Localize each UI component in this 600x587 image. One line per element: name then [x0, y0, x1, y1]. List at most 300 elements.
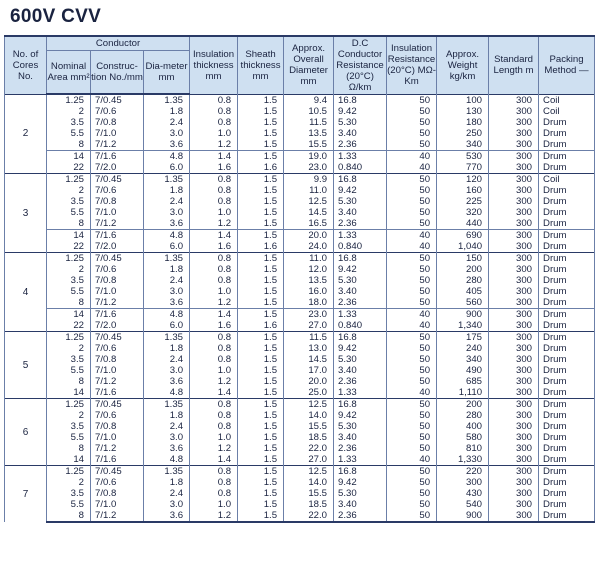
cell-standard-length: 300 [489, 387, 539, 399]
header-cores: No. of Cores No. [5, 36, 47, 94]
cell-overall-diameter: 17.0 [284, 365, 334, 376]
cell-standard-length: 300 [489, 309, 539, 321]
cell-insulation-resistance: 50 [387, 343, 437, 354]
cell-dc-resistance: 9.42 [334, 185, 387, 196]
cell-diameter: 3.0 [144, 128, 190, 139]
table-row [5, 332, 595, 344]
cell-weight: 900 [437, 510, 489, 522]
cell-weight: 430 [437, 488, 489, 499]
cell-dc-resistance: 3.40 [334, 432, 387, 443]
cell-insulation-thickness: 1.0 [190, 286, 238, 297]
cell-construction: 7/1.6 [91, 454, 144, 466]
cell-dc-resistance: 5.30 [334, 275, 387, 286]
cell-insulation-resistance: 50 [387, 185, 437, 196]
header-conductor: Conductor [47, 36, 190, 51]
cell-sheath-thickness: 1.5 [238, 443, 284, 454]
cell-diameter: 2.4 [144, 354, 190, 365]
cell-diameter: 1.8 [144, 477, 190, 488]
cell-diameter: 1.35 [144, 253, 190, 265]
cell-nominal-area: 5.5 [47, 286, 91, 297]
cell-insulation-resistance: 50 [387, 297, 437, 309]
cell-weight: 200 [437, 399, 489, 411]
table-header [5, 36, 595, 94]
cell-sheath-thickness: 1.5 [238, 253, 284, 265]
cell-construction: 7/0.6 [91, 343, 144, 354]
cell-overall-diameter: 20.0 [284, 376, 334, 387]
cell-diameter: 2.4 [144, 421, 190, 432]
cell-construction: 7/1.0 [91, 128, 144, 139]
cell-weight: 250 [437, 128, 489, 139]
cell-sheath-thickness: 1.5 [238, 185, 284, 196]
cell-sheath-thickness: 1.5 [238, 174, 284, 186]
cell-packing: Drum [539, 117, 595, 128]
cell-standard-length: 300 [489, 454, 539, 466]
cell-insulation-resistance: 50 [387, 488, 437, 499]
cell-construction: 7/1.2 [91, 218, 144, 230]
cable-spec-table [4, 35, 595, 523]
cell-diameter: 3.6 [144, 376, 190, 387]
cell-weight: 490 [437, 365, 489, 376]
cell-packing: Drum [539, 466, 595, 478]
cell-insulation-thickness: 1.6 [190, 162, 238, 174]
cell-nominal-area: 8 [47, 139, 91, 151]
cell-standard-length: 300 [489, 218, 539, 230]
cell-dc-resistance: 16.8 [334, 332, 387, 344]
cell-insulation-thickness: 1.4 [190, 151, 238, 163]
cell-insulation-thickness: 0.8 [190, 410, 238, 421]
cell-dc-resistance: 2.36 [334, 218, 387, 230]
cell-overall-diameter: 13.0 [284, 343, 334, 354]
cell-packing: Drum [539, 477, 595, 488]
cell-standard-length: 300 [489, 241, 539, 253]
table-row [5, 488, 595, 499]
cell-insulation-thickness: 0.8 [190, 354, 238, 365]
cell-insulation-thickness: 0.8 [190, 477, 238, 488]
cell-sheath-thickness: 1.5 [238, 376, 284, 387]
cell-nominal-area: 1.25 [47, 253, 91, 265]
cell-construction: 7/2.0 [91, 241, 144, 253]
cell-nominal-area: 3.5 [47, 196, 91, 207]
cell-overall-diameter: 19.0 [284, 151, 334, 163]
header-sheath-thickness: Sheath thickness mm [238, 36, 284, 94]
cell-overall-diameter: 27.0 [284, 320, 334, 332]
cell-overall-diameter: 9.9 [284, 174, 334, 186]
cell-standard-length: 300 [489, 510, 539, 522]
cell-insulation-thickness: 0.8 [190, 275, 238, 286]
cell-standard-length: 300 [489, 343, 539, 354]
cell-construction: 7/0.8 [91, 117, 144, 128]
cell-standard-length: 300 [489, 410, 539, 421]
header-nominal-area: Nominal Area mm² [47, 51, 91, 95]
cell-dc-resistance: 9.42 [334, 343, 387, 354]
cell-diameter: 6.0 [144, 320, 190, 332]
cell-overall-diameter: 20.0 [284, 230, 334, 242]
table-row [5, 421, 595, 432]
cell-diameter: 3.0 [144, 499, 190, 510]
cell-diameter: 3.6 [144, 510, 190, 522]
cell-overall-diameter: 27.0 [284, 454, 334, 466]
cell-insulation-thickness: 1.4 [190, 454, 238, 466]
cell-sheath-thickness: 1.5 [238, 264, 284, 275]
cell-weight: 1,330 [437, 454, 489, 466]
cell-overall-diameter: 11.5 [284, 332, 334, 344]
cell-overall-diameter: 11.0 [284, 185, 334, 196]
cell-construction: 7/0.45 [91, 399, 144, 411]
table-row [5, 365, 595, 376]
cell-sheath-thickness: 1.5 [238, 499, 284, 510]
cell-insulation-resistance: 50 [387, 139, 437, 151]
cell-overall-diameter: 15.5 [284, 488, 334, 499]
cell-overall-diameter: 13.5 [284, 275, 334, 286]
cell-packing: Drum [539, 309, 595, 321]
cell-overall-diameter: 16.0 [284, 286, 334, 297]
cell-nominal-area: 8 [47, 443, 91, 454]
cell-sheath-thickness: 1.5 [238, 421, 284, 432]
cell-dc-resistance: 5.30 [334, 117, 387, 128]
table-row [5, 510, 595, 522]
cell-insulation-thickness: 1.0 [190, 207, 238, 218]
cell-overall-diameter: 11.0 [284, 253, 334, 265]
cell-standard-length: 300 [489, 432, 539, 443]
cell-insulation-thickness: 0.8 [190, 94, 238, 106]
cell-insulation-resistance: 50 [387, 510, 437, 522]
cell-sheath-thickness: 1.5 [238, 139, 284, 151]
cell-construction: 7/0.8 [91, 421, 144, 432]
cell-standard-length: 300 [489, 106, 539, 117]
cell-insulation-resistance: 50 [387, 421, 437, 432]
cell-weight: 225 [437, 196, 489, 207]
cell-construction: 7/2.0 [91, 162, 144, 174]
cell-packing: Drum [539, 387, 595, 399]
cell-insulation-thickness: 0.8 [190, 421, 238, 432]
cell-nominal-area: 14 [47, 454, 91, 466]
cell-diameter: 4.8 [144, 309, 190, 321]
cell-weight: 1,340 [437, 320, 489, 332]
cell-construction: 7/1.0 [91, 499, 144, 510]
cell-construction: 7/0.6 [91, 410, 144, 421]
cell-overall-diameter: 22.0 [284, 510, 334, 522]
cell-weight: 405 [437, 286, 489, 297]
table-row [5, 117, 595, 128]
cell-standard-length: 300 [489, 399, 539, 411]
cell-weight: 340 [437, 354, 489, 365]
cell-standard-length: 300 [489, 286, 539, 297]
cell-weight: 580 [437, 432, 489, 443]
cell-standard-length: 300 [489, 196, 539, 207]
cell-nominal-area: 8 [47, 218, 91, 230]
cell-nominal-area: 2 [47, 410, 91, 421]
header-weight: Approx. Weight kg/km [437, 36, 489, 94]
cell-weight: 770 [437, 162, 489, 174]
cell-insulation-resistance: 50 [387, 94, 437, 106]
cell-insulation-resistance: 50 [387, 332, 437, 344]
cell-insulation-resistance: 50 [387, 365, 437, 376]
cell-insulation-thickness: 0.8 [190, 399, 238, 411]
cell-dc-resistance: 9.42 [334, 106, 387, 117]
cell-diameter: 3.0 [144, 207, 190, 218]
header-standard-length: Standard Length m [489, 36, 539, 94]
cell-dc-resistance: 0.840 [334, 162, 387, 174]
cell-insulation-thickness: 1.2 [190, 218, 238, 230]
cell-construction: 7/0.45 [91, 174, 144, 186]
cell-diameter: 1.35 [144, 332, 190, 344]
cell-standard-length: 300 [489, 185, 539, 196]
cell-diameter: 2.4 [144, 117, 190, 128]
cell-sheath-thickness: 1.5 [238, 218, 284, 230]
cell-packing: Drum [539, 185, 595, 196]
cell-packing: Drum [539, 510, 595, 522]
cell-nominal-area: 22 [47, 320, 91, 332]
cell-nominal-area: 1.25 [47, 399, 91, 411]
cell-sheath-thickness: 1.5 [238, 207, 284, 218]
cell-overall-diameter: 18.0 [284, 297, 334, 309]
cell-packing: Drum [539, 365, 595, 376]
cell-insulation-resistance: 50 [387, 128, 437, 139]
cell-sheath-thickness: 1.5 [238, 387, 284, 399]
cell-nominal-area: 1.25 [47, 174, 91, 186]
cell-nominal-area: 5.5 [47, 499, 91, 510]
cell-dc-resistance: 2.36 [334, 510, 387, 522]
cell-standard-length: 300 [489, 174, 539, 186]
cell-standard-length: 300 [489, 488, 539, 499]
table-row [5, 241, 595, 253]
cell-insulation-thickness: 0.8 [190, 174, 238, 186]
cell-standard-length: 300 [489, 477, 539, 488]
cell-insulation-resistance: 50 [387, 196, 437, 207]
cell-nominal-area: 3.5 [47, 275, 91, 286]
cell-dc-resistance: 1.33 [334, 230, 387, 242]
cell-overall-diameter: 14.0 [284, 477, 334, 488]
cell-construction: 7/0.6 [91, 106, 144, 117]
cell-insulation-resistance: 50 [387, 376, 437, 387]
cell-weight: 685 [437, 376, 489, 387]
cell-insulation-resistance: 50 [387, 253, 437, 265]
table-row [5, 410, 595, 421]
cell-nominal-area: 2 [47, 106, 91, 117]
cell-packing: Drum [539, 207, 595, 218]
cell-dc-resistance: 3.40 [334, 286, 387, 297]
cell-insulation-resistance: 50 [387, 218, 437, 230]
table-row [5, 218, 595, 230]
table-row [5, 151, 595, 163]
cell-construction: 7/0.8 [91, 488, 144, 499]
cell-weight: 1,110 [437, 387, 489, 399]
cell-insulation-resistance: 50 [387, 264, 437, 275]
cell-insulation-resistance: 50 [387, 477, 437, 488]
cell-weight: 220 [437, 466, 489, 478]
cell-insulation-resistance: 40 [387, 309, 437, 321]
cell-insulation-thickness: 0.8 [190, 264, 238, 275]
cell-diameter: 2.4 [144, 196, 190, 207]
cell-standard-length: 300 [489, 320, 539, 332]
cell-diameter: 2.4 [144, 488, 190, 499]
cell-nominal-area: 2 [47, 343, 91, 354]
cell-overall-diameter: 23.0 [284, 309, 334, 321]
cell-cores: 3 [5, 174, 47, 253]
cell-dc-resistance: 3.40 [334, 207, 387, 218]
cell-insulation-resistance: 40 [387, 230, 437, 242]
cell-diameter: 3.6 [144, 297, 190, 309]
cell-weight: 810 [437, 443, 489, 454]
cell-packing: Drum [539, 139, 595, 151]
cell-insulation-resistance: 50 [387, 410, 437, 421]
cell-dc-resistance: 3.40 [334, 499, 387, 510]
cell-weight: 900 [437, 309, 489, 321]
cell-insulation-thickness: 0.8 [190, 488, 238, 499]
cell-insulation-thickness: 0.8 [190, 343, 238, 354]
cell-packing: Drum [539, 399, 595, 411]
cell-packing: Drum [539, 151, 595, 163]
cell-packing: Drum [539, 253, 595, 265]
cell-packing: Drum [539, 264, 595, 275]
cell-dc-resistance: 1.33 [334, 309, 387, 321]
cell-diameter: 1.35 [144, 399, 190, 411]
cell-overall-diameter: 12.5 [284, 466, 334, 478]
cell-construction: 7/1.2 [91, 139, 144, 151]
cell-dc-resistance: 5.30 [334, 196, 387, 207]
table-row [5, 309, 595, 321]
cell-diameter: 3.6 [144, 218, 190, 230]
cell-construction: 7/0.45 [91, 253, 144, 265]
cell-overall-diameter: 15.5 [284, 421, 334, 432]
cell-weight: 690 [437, 230, 489, 242]
cell-nominal-area: 5.5 [47, 365, 91, 376]
cell-overall-diameter: 10.5 [284, 106, 334, 117]
cell-insulation-thickness: 0.8 [190, 106, 238, 117]
cell-dc-resistance: 16.8 [334, 174, 387, 186]
cell-construction: 7/0.8 [91, 196, 144, 207]
cell-standard-length: 300 [489, 253, 539, 265]
cell-diameter: 3.6 [144, 443, 190, 454]
cell-diameter: 6.0 [144, 162, 190, 174]
cell-weight: 240 [437, 343, 489, 354]
page-title: 600V CVV [10, 6, 102, 27]
cell-diameter: 4.8 [144, 151, 190, 163]
table-row [5, 253, 595, 265]
cell-packing: Drum [539, 286, 595, 297]
table-row [5, 387, 595, 399]
cell-insulation-thickness: 1.0 [190, 365, 238, 376]
header-diameter: Dia-meter mm [144, 51, 190, 95]
cell-packing: Coil [539, 94, 595, 106]
cell-diameter: 1.35 [144, 466, 190, 478]
table-row [5, 466, 595, 478]
cell-insulation-resistance: 50 [387, 174, 437, 186]
cell-sheath-thickness: 1.5 [238, 106, 284, 117]
cell-packing: Drum [539, 128, 595, 139]
cell-packing: Coil [539, 174, 595, 186]
table-row [5, 286, 595, 297]
cell-sheath-thickness: 1.5 [238, 128, 284, 139]
cell-diameter: 4.8 [144, 230, 190, 242]
cell-standard-length: 300 [489, 139, 539, 151]
cell-insulation-resistance: 40 [387, 241, 437, 253]
cell-packing: Drum [539, 196, 595, 207]
cell-overall-diameter: 18.5 [284, 499, 334, 510]
cell-nominal-area: 1.25 [47, 466, 91, 478]
cell-insulation-resistance: 50 [387, 106, 437, 117]
cell-construction: 7/1.0 [91, 286, 144, 297]
cell-overall-diameter: 12.0 [284, 264, 334, 275]
cell-standard-length: 300 [489, 264, 539, 275]
cell-nominal-area: 5.5 [47, 432, 91, 443]
cell-construction: 7/1.6 [91, 387, 144, 399]
cell-weight: 175 [437, 332, 489, 344]
cell-sheath-thickness: 1.5 [238, 488, 284, 499]
cell-sheath-thickness: 1.5 [238, 466, 284, 478]
header-dc-resistance: D.C Conductor Resistance (20°C) Ω/km [334, 36, 387, 94]
cell-dc-resistance: 2.36 [334, 376, 387, 387]
cell-dc-resistance: 16.8 [334, 94, 387, 106]
cell-weight: 300 [437, 477, 489, 488]
cell-standard-length: 300 [489, 443, 539, 454]
table-row [5, 343, 595, 354]
table-row [5, 207, 595, 218]
cell-diameter: 2.4 [144, 275, 190, 286]
cell-nominal-area: 14 [47, 151, 91, 163]
cell-diameter: 1.35 [144, 94, 190, 106]
cell-standard-length: 300 [489, 466, 539, 478]
cell-cores: 4 [5, 253, 47, 332]
header-construction: Construc-tion No./mm [91, 51, 144, 95]
cell-packing: Drum [539, 320, 595, 332]
cell-sheath-thickness: 1.5 [238, 399, 284, 411]
cell-standard-length: 300 [489, 128, 539, 139]
table-row [5, 185, 595, 196]
cell-weight: 150 [437, 253, 489, 265]
cell-weight: 280 [437, 275, 489, 286]
table-row [5, 432, 595, 443]
cell-standard-length: 300 [489, 162, 539, 174]
cell-packing: Drum [539, 354, 595, 365]
cell-insulation-resistance: 50 [387, 354, 437, 365]
table-row [5, 477, 595, 488]
cell-insulation-resistance: 50 [387, 399, 437, 411]
table-row [5, 275, 595, 286]
cell-nominal-area: 3.5 [47, 354, 91, 365]
cell-insulation-thickness: 1.0 [190, 128, 238, 139]
cell-overall-diameter: 18.5 [284, 432, 334, 443]
cell-construction: 7/1.0 [91, 207, 144, 218]
cell-dc-resistance: 9.42 [334, 264, 387, 275]
cell-diameter: 3.0 [144, 286, 190, 297]
cell-insulation-thickness: 1.4 [190, 230, 238, 242]
cell-diameter: 1.8 [144, 185, 190, 196]
cell-overall-diameter: 14.5 [284, 207, 334, 218]
cell-insulation-thickness: 0.8 [190, 253, 238, 265]
cell-packing: Drum [539, 343, 595, 354]
cell-weight: 180 [437, 117, 489, 128]
cell-insulation-thickness: 0.8 [190, 466, 238, 478]
cell-weight: 540 [437, 499, 489, 510]
cell-packing: Drum [539, 275, 595, 286]
cell-overall-diameter: 22.0 [284, 443, 334, 454]
table-row [5, 454, 595, 466]
cell-weight: 440 [437, 218, 489, 230]
table-row [5, 354, 595, 365]
cell-cores: 7 [5, 466, 47, 523]
table-row [5, 443, 595, 454]
cell-weight: 560 [437, 297, 489, 309]
cell-construction: 7/1.2 [91, 297, 144, 309]
cell-packing: Drum [539, 241, 595, 253]
cell-dc-resistance: 2.36 [334, 139, 387, 151]
cell-sheath-thickness: 1.5 [238, 454, 284, 466]
cell-sheath-thickness: 1.5 [238, 432, 284, 443]
cell-insulation-thickness: 1.4 [190, 387, 238, 399]
cell-construction: 7/0.45 [91, 466, 144, 478]
cell-insulation-resistance: 50 [387, 432, 437, 443]
